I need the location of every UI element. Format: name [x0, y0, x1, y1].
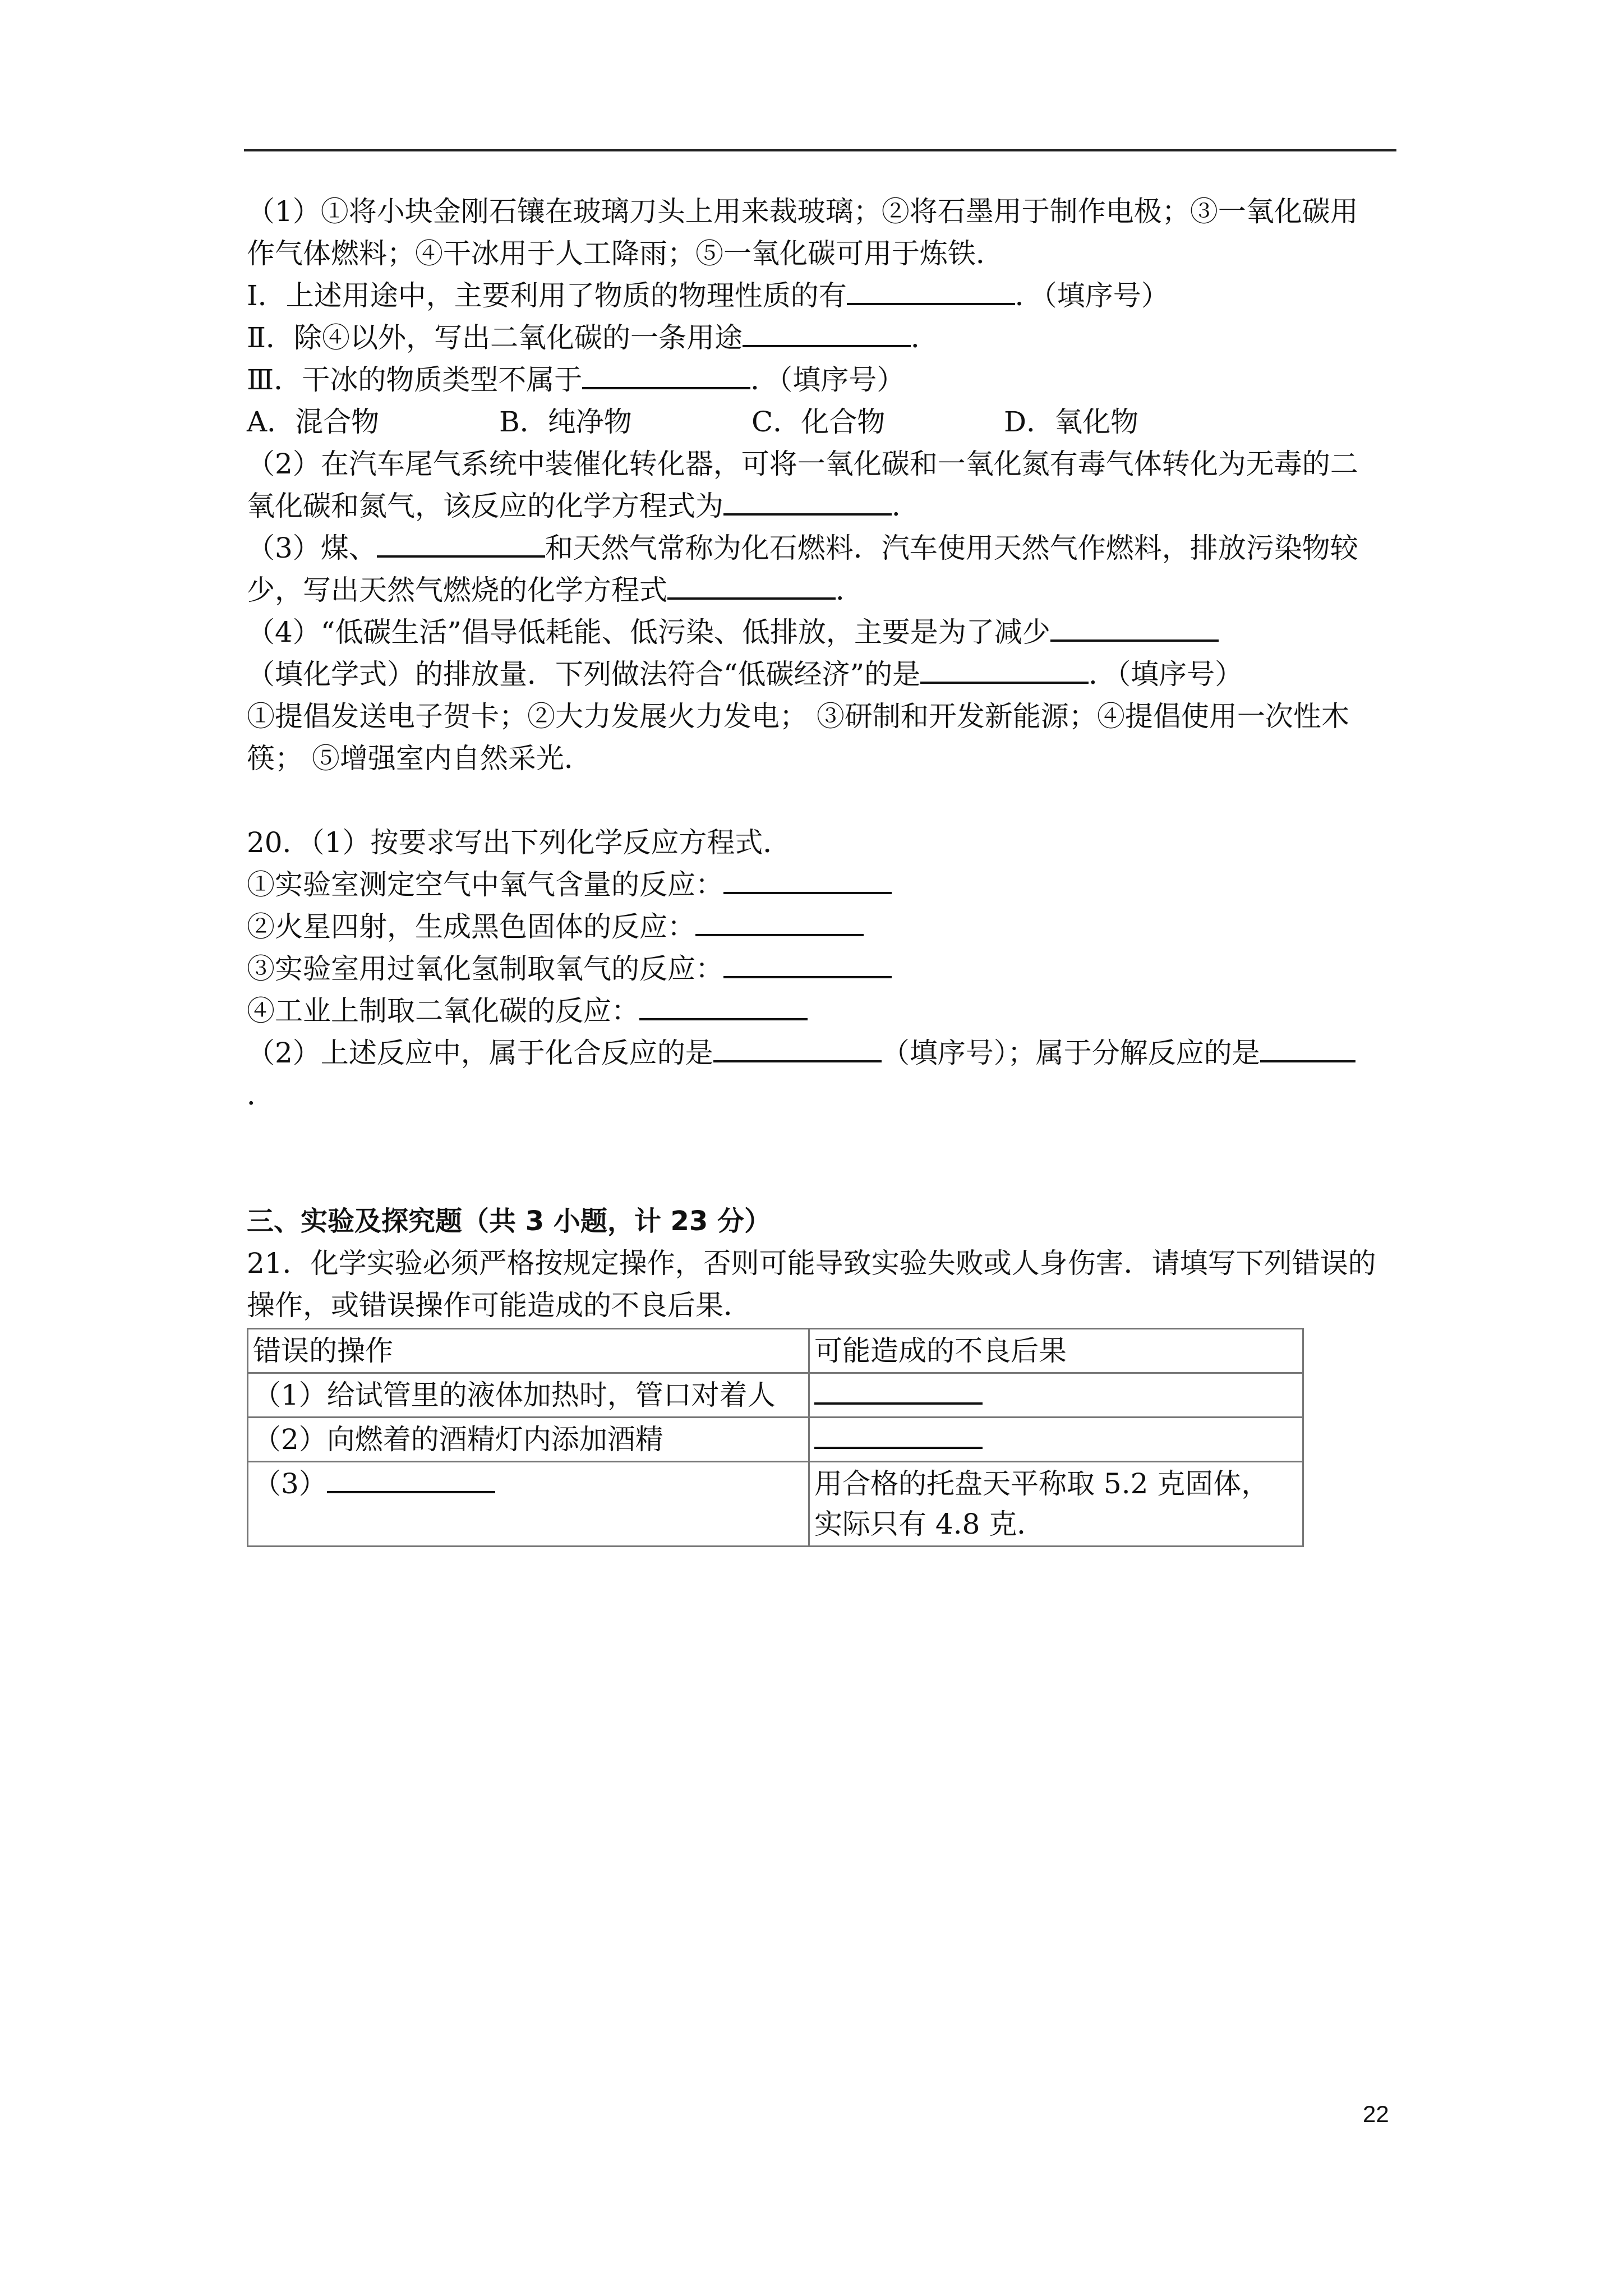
- choice-a: A．混合物: [247, 406, 380, 438]
- q19-iii: [247, 359, 1396, 401]
- q21-line2: 操作，或错误操作可能造成的不良后果．: [247, 1289, 751, 1322]
- row3-label: （3）: [253, 1467, 327, 1500]
- q19-iii-tail: ．（填序号）: [750, 364, 905, 396]
- answer-blank[interactable]: [814, 1375, 983, 1405]
- table-cell: [248, 1462, 809, 1547]
- answer-blank[interactable]: [639, 991, 808, 1020]
- table-cell: [809, 1418, 1303, 1462]
- answer-blank[interactable]: [695, 907, 864, 936]
- choice-c: C．化合物: [751, 406, 886, 438]
- q19-p3-line2-text: 少，写出天然气燃烧的化学方程式: [247, 574, 667, 606]
- table-cell: （2）向燃着的酒精灯内添加酒精: [248, 1418, 809, 1462]
- q20-p2-mid: （填序号）；属于分解反应的是: [881, 1037, 1260, 1069]
- table-header: 错误的操作: [248, 1329, 809, 1373]
- q20-p2-end: ．: [247, 1079, 275, 1111]
- q19-p4-line4: 筷； ⑤增强室内自然采光．: [247, 742, 592, 775]
- answer-blank[interactable]: [713, 1033, 882, 1062]
- q19-p1-line2: 作气体燃料；④干冰用于人工降雨；⑤一氧化碳可用于炼铁．: [247, 237, 1004, 270]
- answer-blank[interactable]: [1050, 613, 1219, 642]
- q19-p2-text: 氧化碳和氮气，该反应的化学方程式为: [247, 490, 723, 522]
- answer-blank[interactable]: [582, 360, 750, 389]
- table-row: [248, 1462, 1303, 1547]
- q20-r3: [247, 948, 1396, 990]
- answer-blank[interactable]: [1260, 1033, 1355, 1062]
- answer-blank[interactable]: [723, 486, 892, 516]
- spacer: [247, 780, 1396, 822]
- q20-r3-text: ③实验室用过氧化氢制取氧气的反应：: [247, 953, 723, 985]
- q19-i-text: Ⅰ．上述用途中，主要利用了物质的物理性质的有: [247, 279, 847, 312]
- q19-p3-line1: [247, 527, 1396, 569]
- q19-ii-tail: ．: [910, 321, 939, 354]
- table-cell: [809, 1462, 1303, 1547]
- q19-p3-tail: 和天然气常称为化石燃料．汽车使用天然气作燃料，排放污染物较: [545, 532, 1358, 564]
- q19-ii-text: Ⅱ．除④以外，写出二氧化碳的一条用途: [247, 321, 743, 354]
- answer-blank[interactable]: [814, 1420, 983, 1449]
- q19-p2-line1: （2）在汽车尾气系统中装催化转化器，可将一氧化碳和一氧化氮有毒气体转化为无毒的二: [247, 448, 1358, 480]
- error-operations-table: [247, 1328, 1304, 1547]
- q19-p4-line2-text: （填化学式）的排放量．下列做法符合“低碳经济”的是: [247, 658, 921, 691]
- q19-p4-line2-tail: ．（填序号）: [1089, 658, 1243, 691]
- q20-r1: [247, 864, 1396, 906]
- answer-blank[interactable]: [743, 318, 911, 347]
- q19-ii: [247, 317, 1396, 359]
- table-header-row: [248, 1329, 1303, 1373]
- q19-p3-line2: [247, 569, 1396, 611]
- q19-p2-line2: [247, 485, 1396, 527]
- row3-result-line2: 实际只有 4.8 克．: [814, 1508, 1045, 1540]
- q20-r4: [247, 990, 1396, 1032]
- answer-blank[interactable]: [327, 1464, 495, 1493]
- q19-p1-line1: （1）①将小块金刚石镶在玻璃刀头上用来裁玻璃；②将石墨用于制作电极；③一氧化碳用: [247, 195, 1358, 228]
- table-row: [248, 1418, 1303, 1462]
- answer-blank[interactable]: [723, 949, 892, 978]
- answer-blank[interactable]: [920, 655, 1089, 684]
- answer-blank[interactable]: [723, 865, 892, 894]
- q19-p4-line1: [247, 611, 1396, 654]
- table-row: [248, 1373, 1303, 1418]
- page-number: 22: [1363, 2101, 1389, 2127]
- answer-blank[interactable]: [377, 528, 545, 558]
- table-cell: [809, 1373, 1303, 1418]
- q20-p2: [247, 1032, 1396, 1074]
- choice-d: D．氧化物: [1004, 406, 1139, 438]
- table-header: 可能造成的不良后果: [809, 1329, 1303, 1373]
- q20-r2: [247, 906, 1396, 948]
- q19-p3-line2-tail: ．: [836, 574, 864, 606]
- q20-r1-text: ①实验室测定空气中氧气含量的反应：: [247, 868, 723, 901]
- q19-iii-text: Ⅲ．干冰的物质类型不属于: [247, 364, 583, 396]
- answer-blank[interactable]: [667, 570, 836, 600]
- page-content: [247, 191, 1396, 1547]
- q20-r2-text: ②火星四射，生成黑色固体的反应：: [247, 910, 695, 943]
- q19-i-tail: ．（填序号）: [1015, 279, 1169, 312]
- answer-blank[interactable]: [847, 276, 1015, 305]
- q19-i: [247, 275, 1396, 317]
- section-title: 三、实验及探究题（共 3 小题，计 23 分）: [247, 1205, 772, 1237]
- q19-p4-line2: [247, 654, 1396, 696]
- q20-p2-text: （2）上述反应中，属于化合反应的是: [247, 1037, 713, 1069]
- spacer: [247, 1116, 1396, 1200]
- header-rule: [244, 149, 1396, 151]
- q19-p4-line3: ①提倡发送电子贺卡；②大力发展火力发电； ③研制和开发新能源；④提倡使用一次性木: [247, 700, 1349, 733]
- row3-result-line1: 用合格的托盘天平称取 5.2 克固体，: [814, 1467, 1270, 1500]
- q20-intro: 20．（1）按要求写出下列化学反应方程式．: [247, 826, 791, 859]
- q20-r4-text: ④工业上制取二氧化碳的反应：: [247, 995, 639, 1027]
- q21-line1: 21．化学实验必须严格按规定操作，否则可能导致实验失败或人身伤害．请填写下列错误的: [247, 1247, 1376, 1280]
- q19-p4-text: （4）“低碳生活”倡导低耗能、低污染、低排放，主要是为了减少: [247, 616, 1050, 648]
- q19-p2-tail: ．: [892, 490, 920, 522]
- table-cell: （1）给试管里的液体加热时，管口对着人: [248, 1373, 809, 1418]
- q19-choices: [247, 401, 1396, 443]
- choice-b: B．纯净物: [499, 406, 632, 438]
- q19-p3-text: （3）煤、: [247, 532, 377, 564]
